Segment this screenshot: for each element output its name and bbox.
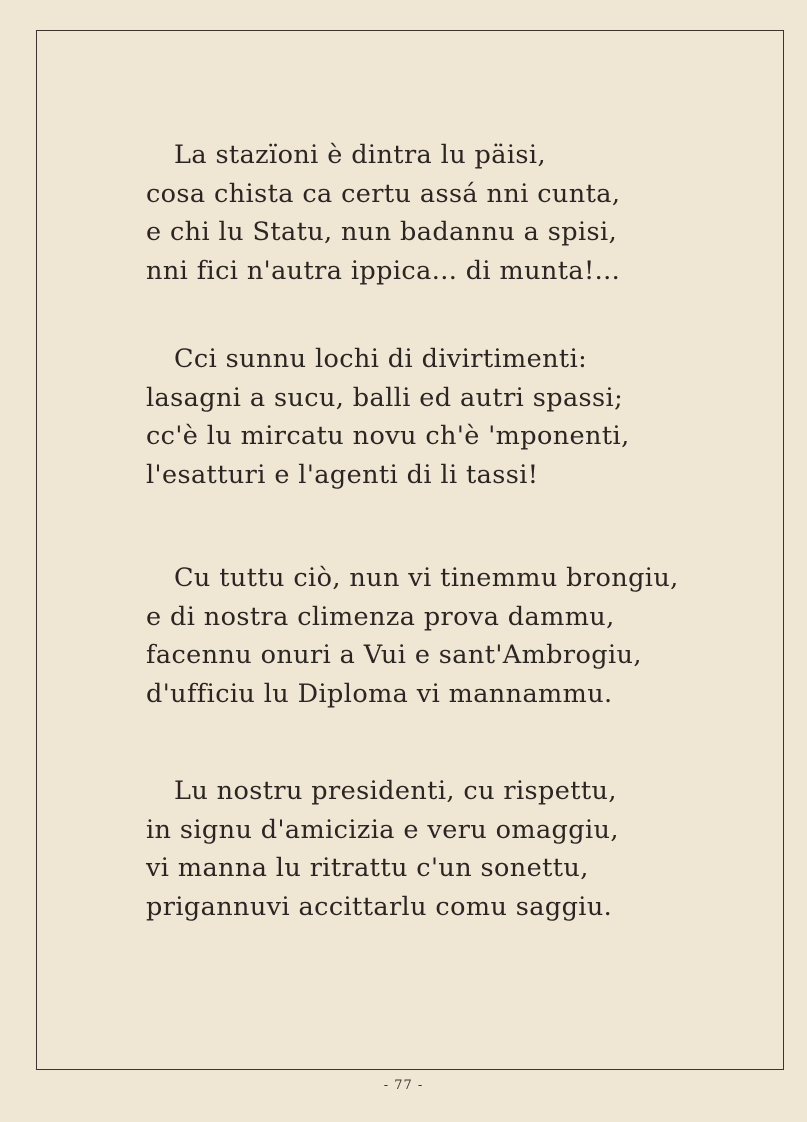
verse-line: cc'è lu mircatu novu ch'è 'mponenti, [146,421,630,451]
verse-line: lasagni a sucu, balli ed autri spassi; [146,382,624,413]
verse-line: in signu d'amicizia e veru omaggiu, [146,814,619,845]
stanza-4 [146,772,619,926]
page-number: - 77 - [383,1078,424,1093]
stanza-3 [146,559,679,713]
verse-line: l'esatturi e l'agenti di li tassi! [146,459,539,490]
verse-line: La stazïoni è dintra lu päisi, [174,140,546,170]
verse-line: vi manna lu ritrattu c'un sonettu, [146,853,589,883]
verse-line: e chi lu Statu, nun badannu a spisi, [146,217,618,247]
verse-line: d'ufficiu lu Diploma vi mannammu. [146,678,613,709]
verse-line: nni fici n'autra ippica... di munta!... [146,255,621,286]
verse-line: Lu nostru presidenti, cu rispettu, [174,776,617,806]
stanza-1 [146,136,620,290]
verse-line: e di nostra climenza prova dammu, [146,601,615,632]
verse-line: Cci sunnu lochi di divirtimenti: [174,344,588,374]
verse-line: cosa chista ca certu assá nni cunta, [146,178,621,209]
verse-line: facennu onuri a Vui e sant'Ambrogiu, [146,640,642,670]
stanza-2 [146,340,630,494]
verse-line: Cu tuttu ciò, nun vi tinemmu brongiu, [174,563,679,593]
verse-line: prigannuvi accittarlu comu saggiu. [146,891,613,922]
